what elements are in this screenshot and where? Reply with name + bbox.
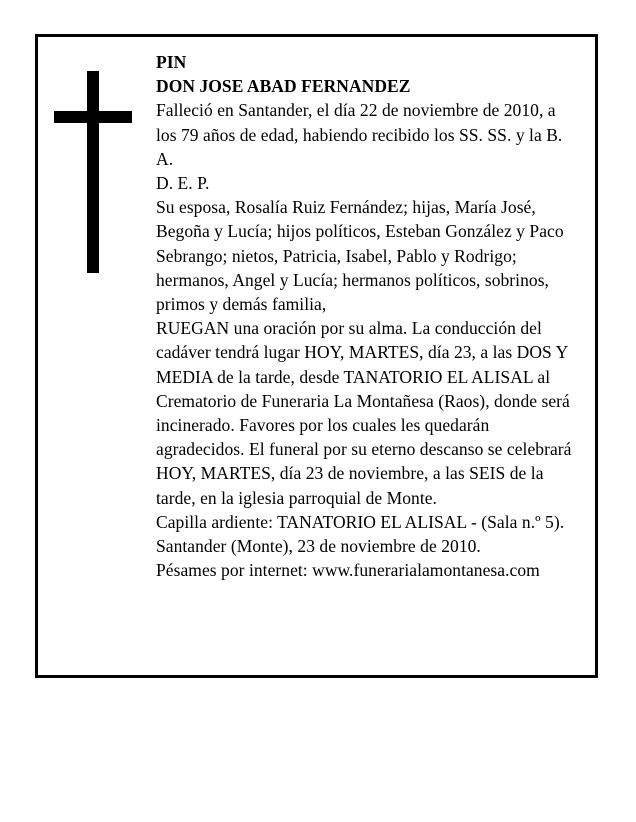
survivors-list: Su esposa, Rosalía Ruiz Fernández; hijas, María José, Begoña y Lucía; hijos políticos, Esteban González y Paco Sebrango; nietos, Patricia, Isabel, Pablo y Rodrigo; hermanos, Angel y Lucía; hermanos políticos, sobrinos, primos y demás familia, bbox=[156, 197, 564, 315]
publication-label: PIN bbox=[156, 52, 187, 72]
death-announcement: Falleció en Santander, el día 22 de noviembre de 2010, a los 79 años de edad, habiendo recibido los SS. SS. y la B. A. bbox=[156, 100, 563, 169]
service-details: RUEGAN una oración por su alma. La conducción del cadáver tendrá lugar HOY, MARTES, día 23, a las DOS Y MEDIA de la tarde, desde TANATORIO EL ALISAL al Crematorio de Funeraria La Montañesa (Raos), donde será incinerado. Favores por los cuales les quedarán agradecidos. El funeral por su eterno descanso se celebrará HOY, MARTES, día 23 de noviembre, a las SEIS de la tarde, en la iglesia parroquial de Monte. bbox=[156, 318, 572, 508]
latin-cross-icon bbox=[54, 71, 132, 273]
cross-horizontal-bar bbox=[54, 111, 132, 123]
notice-text-column bbox=[156, 50, 576, 582]
cross-vertical-bar bbox=[87, 71, 99, 273]
place-and-date: Santander (Monte), 23 de noviembre de 2010. bbox=[156, 536, 481, 557]
deceased-name: DON JOSE ABAD FERNANDEZ bbox=[156, 76, 411, 97]
condolences-website: Pésames por internet: www.funerarialamontanesa.com bbox=[156, 560, 540, 581]
funeral-notice-card bbox=[35, 34, 598, 678]
rest-in-peace-abbreviation: D. E. P. bbox=[156, 173, 210, 194]
chapel-location: Capilla ardiente: TANATORIO EL ALISAL - (Sala n.º 5). bbox=[156, 511, 565, 532]
